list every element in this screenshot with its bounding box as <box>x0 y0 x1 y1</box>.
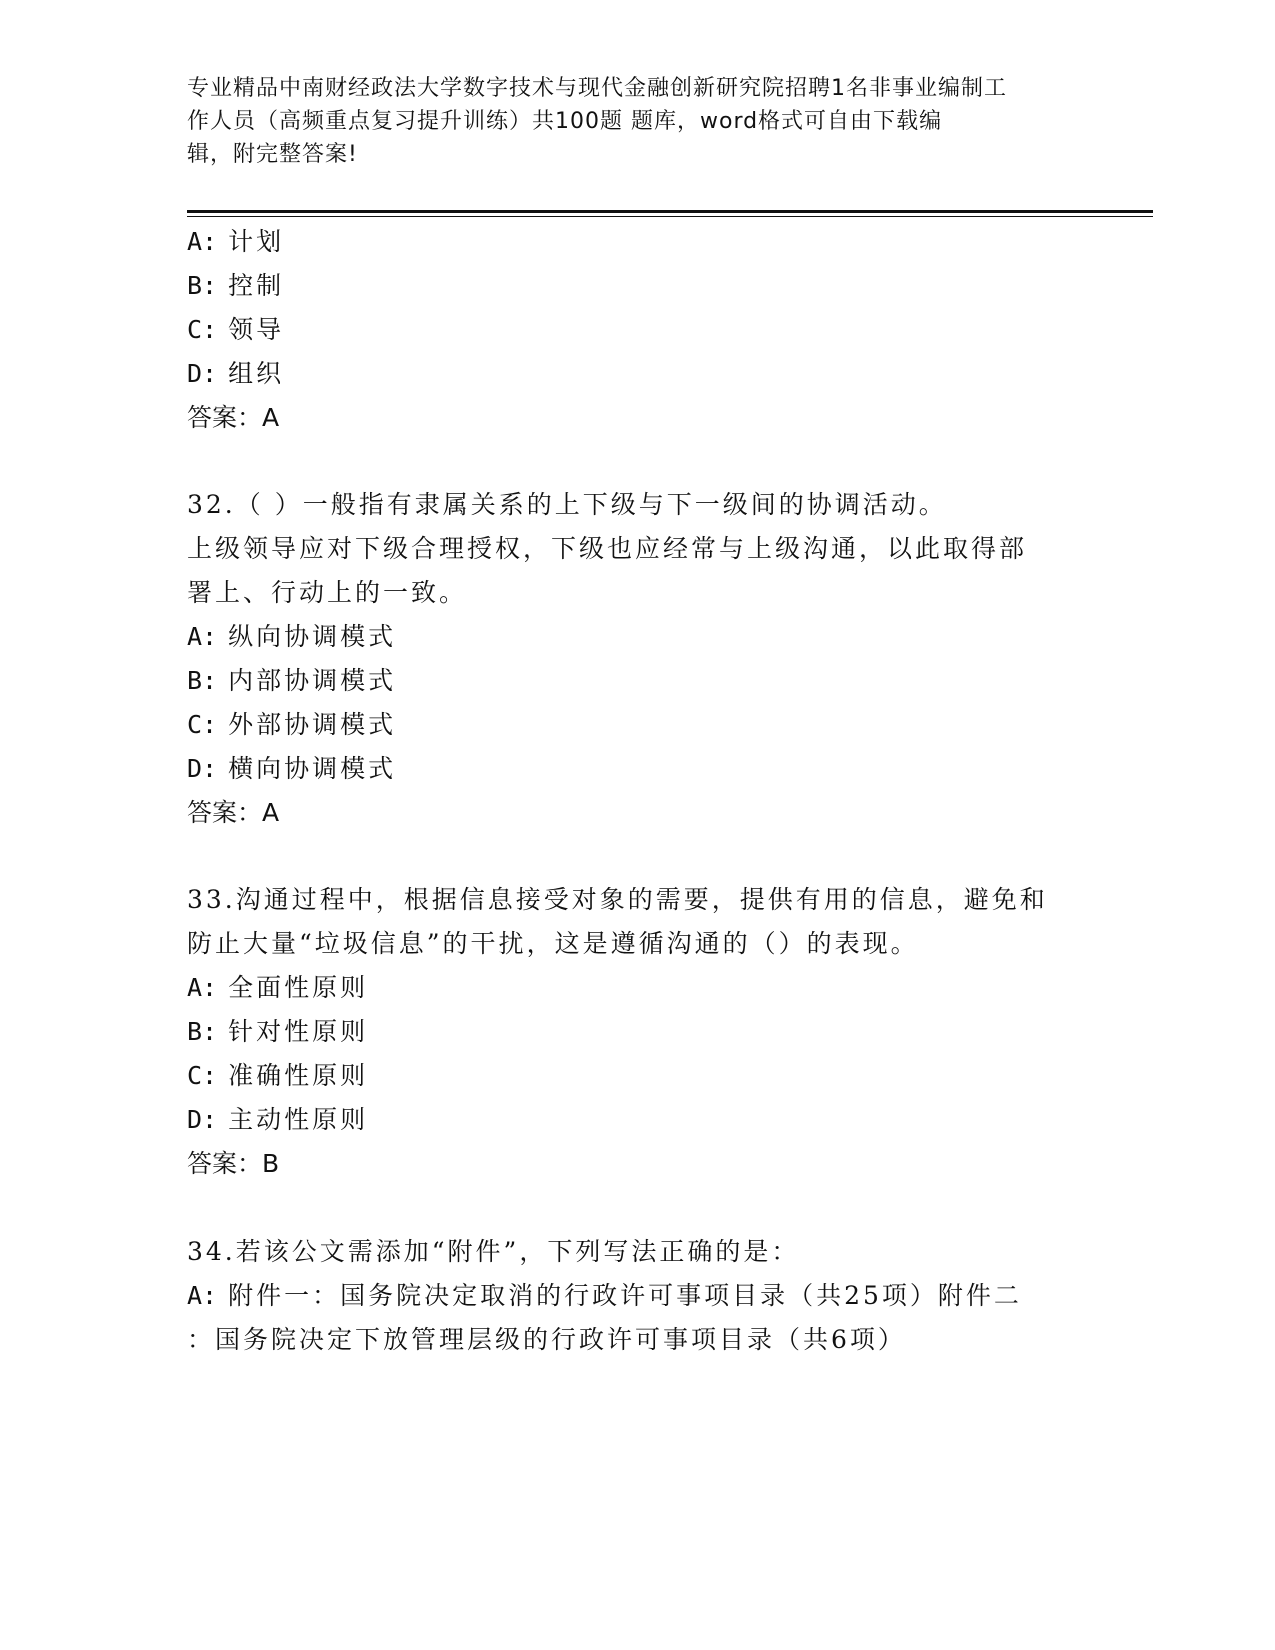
option-a <box>187 617 396 657</box>
option-text: 组织 <box>228 359 285 388</box>
option-letter: D: <box>187 754 218 783</box>
option-text: 主动性原则 <box>228 1105 369 1134</box>
option-letter: C: <box>187 710 218 739</box>
option-letter: A: <box>187 227 218 256</box>
question-stem: 署上、行动上的一致。 <box>187 578 468 607</box>
header-divider <box>187 210 1153 213</box>
option-d <box>187 1100 368 1140</box>
answer-label: 答案： <box>187 403 263 432</box>
question-stem: 32.（ ）一般指有隶属关系的上下级与下一级间的协调活动。 <box>187 490 947 519</box>
option-a <box>187 1276 1022 1316</box>
option-text: 领导 <box>228 315 285 344</box>
option-letter: B: <box>187 1017 218 1046</box>
header-divider <box>187 216 1153 217</box>
option-c <box>187 310 284 350</box>
option-text: 计划 <box>228 227 285 256</box>
header-title-line: 辑，附完整答案! <box>187 142 358 167</box>
option-letter: C: <box>187 1061 218 1090</box>
option-c <box>187 1056 368 1096</box>
question-stem: 上级领导应对下级合理授权，下级也应经常与上级沟通，以此取得部 <box>187 534 1028 563</box>
document-header <box>187 72 1087 171</box>
option-text: 全面性原则 <box>228 973 369 1002</box>
question-stem: 34.若该公文需添加“附件”，下列写法正确的是： <box>187 1237 800 1266</box>
option-letter: A: <box>187 973 218 1002</box>
option-letter: C: <box>187 315 218 344</box>
question-stem: 防止大量“垃圾信息”的干扰，这是遵循沟通的（）的表现。 <box>187 929 919 958</box>
option-b <box>187 1012 368 1052</box>
answer-value: B <box>262 1149 280 1178</box>
header-title-line: 专业精品中南财经政法大学数字技术与现代金融创新研究院招聘1名非事业编制工 <box>187 76 1007 101</box>
option-text: 控制 <box>228 271 285 300</box>
option-c <box>187 705 396 745</box>
option-d <box>187 749 396 789</box>
option-letter: A: <box>187 622 218 651</box>
option-letter: B: <box>187 666 218 695</box>
option-text: 横向协调模式 <box>228 754 397 783</box>
option-letter: D: <box>187 359 218 388</box>
option-letter: B: <box>187 271 218 300</box>
option-letter: A: <box>187 1281 218 1310</box>
answer-line <box>187 398 279 438</box>
option-text: 内部协调模式 <box>228 666 397 695</box>
answer-value: A <box>262 403 280 432</box>
answer-label: 答案： <box>187 1149 263 1178</box>
option-d <box>187 354 284 394</box>
option-b <box>187 266 284 306</box>
option-text: 附件一：国务院决定取消的行政许可事项目录（共25项）附件二 <box>228 1281 1022 1310</box>
answer-value: A <box>262 798 280 827</box>
option-text-continuation: ：国务院决定下放管理层级的行政许可事项目录（共6项） <box>187 1325 906 1354</box>
answer-label: 答案： <box>187 798 263 827</box>
option-a <box>187 222 284 262</box>
answer-line <box>187 1144 279 1184</box>
header-title-line: 作人员（高频重点复习提升训练）共100题 题库，word格式可自由下载编 <box>187 109 943 134</box>
answer-line <box>187 793 279 833</box>
question-stem: 33.沟通过程中，根据信息接受对象的需要，提供有用的信息，避免和 <box>187 885 1048 914</box>
option-text: 准确性原则 <box>228 1061 369 1090</box>
option-b <box>187 661 396 701</box>
option-text: 针对性原则 <box>228 1017 369 1046</box>
option-text: 外部协调模式 <box>228 710 397 739</box>
option-letter: D: <box>187 1105 218 1134</box>
option-text: 纵向协调模式 <box>228 622 397 651</box>
option-a <box>187 968 368 1008</box>
